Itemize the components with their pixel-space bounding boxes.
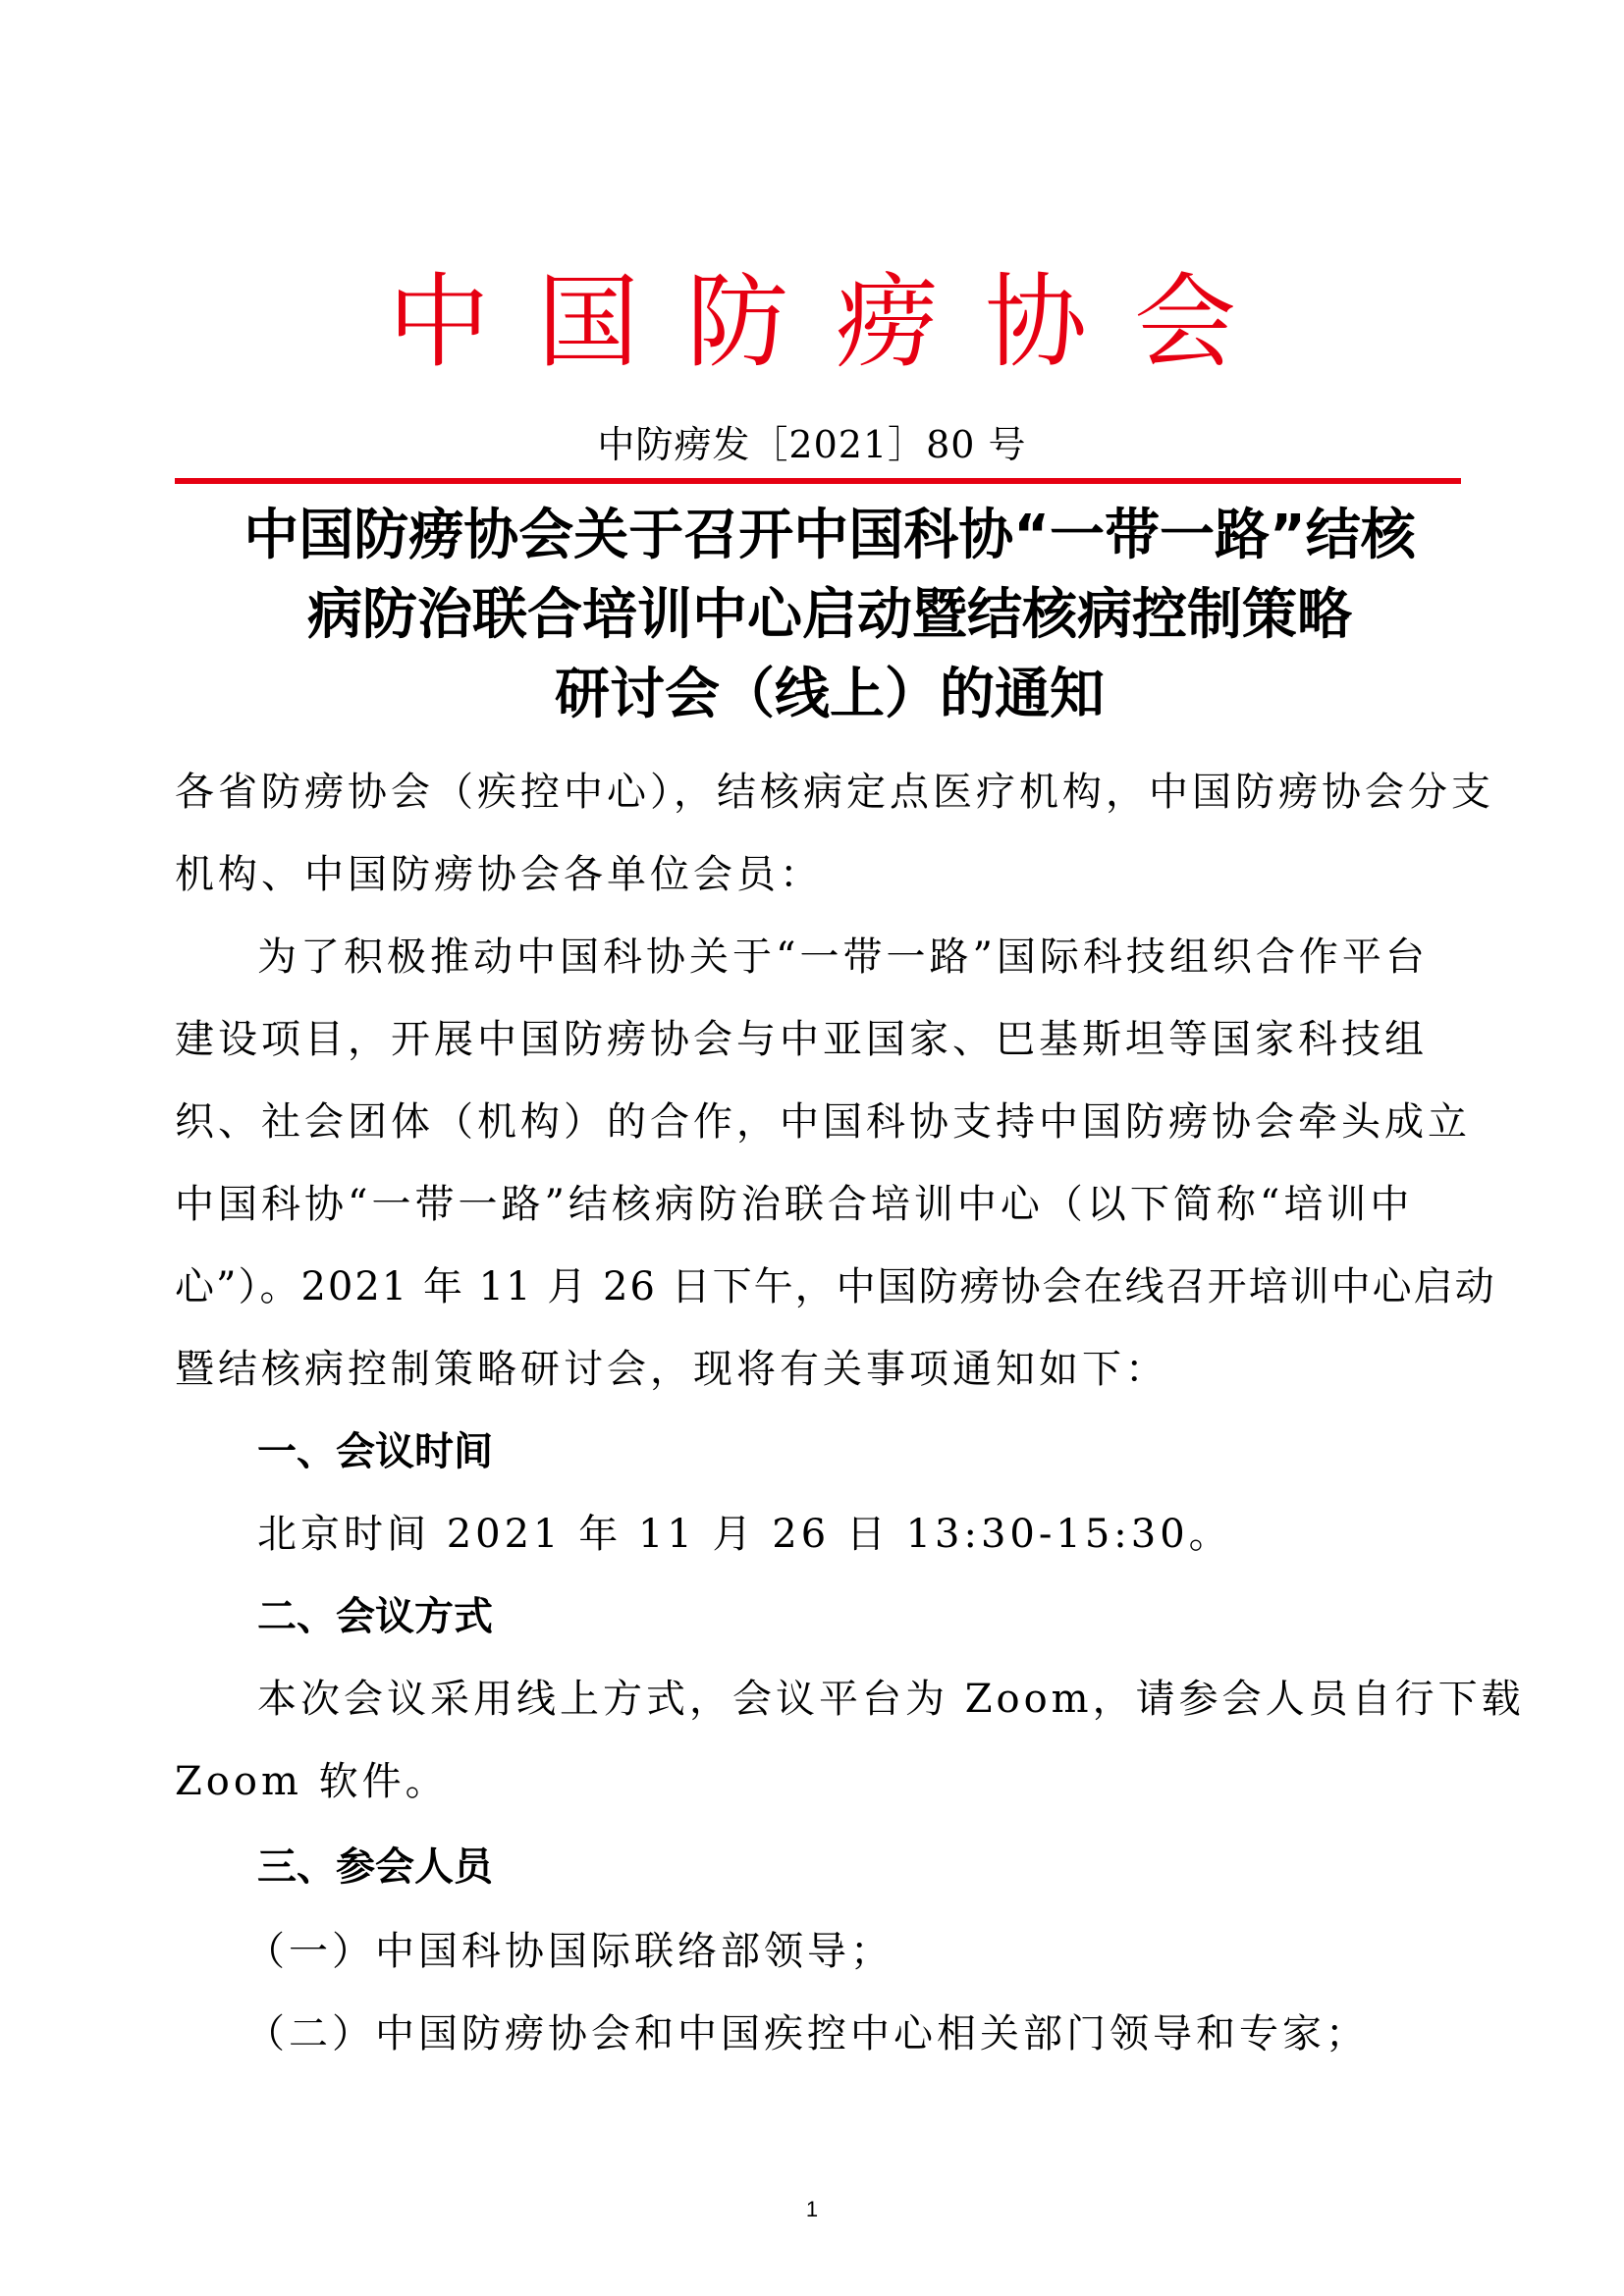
intro-paragraph-line: 暨结核病控制策略研讨会，现将有关事项通知如下： <box>175 1347 1168 1392</box>
red-divider-rule <box>175 478 1461 484</box>
intro-paragraph-line: 为了积极推动中国科协关于“一带一路”国际科技组织合作平台 <box>257 934 1429 980</box>
title-line: 病防治联合培训中心启动暨结核病控制策略 <box>307 583 1352 647</box>
section-heading-meeting-format: 二、会议方式 <box>257 1594 493 1639</box>
intro-paragraph-line: 心”）。2021 年 11 月 26 日下午，中国防痨协会在线召开培训中心启动 <box>175 1264 1496 1309</box>
addressee-line: 机构、中国防痨协会各单位会员： <box>175 852 823 897</box>
meeting-format-text: 本次会议采用线上方式，会议平台为 Zoom，请参会人员自行下载 <box>257 1677 1525 1722</box>
document-number: 中防痨发［2021］80 号 <box>597 423 1027 466</box>
intro-paragraph-line: 织、社会团体（机构）的合作，中国科协支持中国防痨协会牵头成立 <box>175 1099 1471 1145</box>
title-line: 研讨会（线上）的通知 <box>555 663 1105 726</box>
meeting-time-text: 北京时间 2021 年 11 月 26 日 13:30-15:30。 <box>257 1512 1232 1557</box>
section-heading-attendees: 三、参会人员 <box>257 1844 493 1890</box>
intro-paragraph-line: 中国科协“一带一路”结核病防治联合培训中心（以下简称“培训中 <box>175 1182 1414 1227</box>
page-number: 1 <box>805 2197 819 2221</box>
organization-header: 中国防痨协会 <box>387 262 1283 382</box>
intro-paragraph-line: 建设项目，开展中国防痨协会与中亚国家、巴基斯坦等国家科技组 <box>175 1017 1428 1062</box>
meeting-format-text: Zoom 软件。 <box>175 1759 449 1804</box>
attendee-item: （一）中国科协国际联络部领导； <box>245 1929 893 1974</box>
section-heading-meeting-time: 一、会议时间 <box>257 1429 493 1474</box>
document-title <box>147 496 1512 734</box>
attendee-item: （二）中国防痨协会和中国疾控中心相关部门领导和专家； <box>245 2011 1369 2056</box>
addressee-line: 各省防痨协会（疾控中心），结核病定点医疗机构，中国防痨协会分支 <box>175 770 1494 815</box>
title-line: 中国防痨协会关于召开中国科协“一带一路”结核 <box>244 504 1416 567</box>
